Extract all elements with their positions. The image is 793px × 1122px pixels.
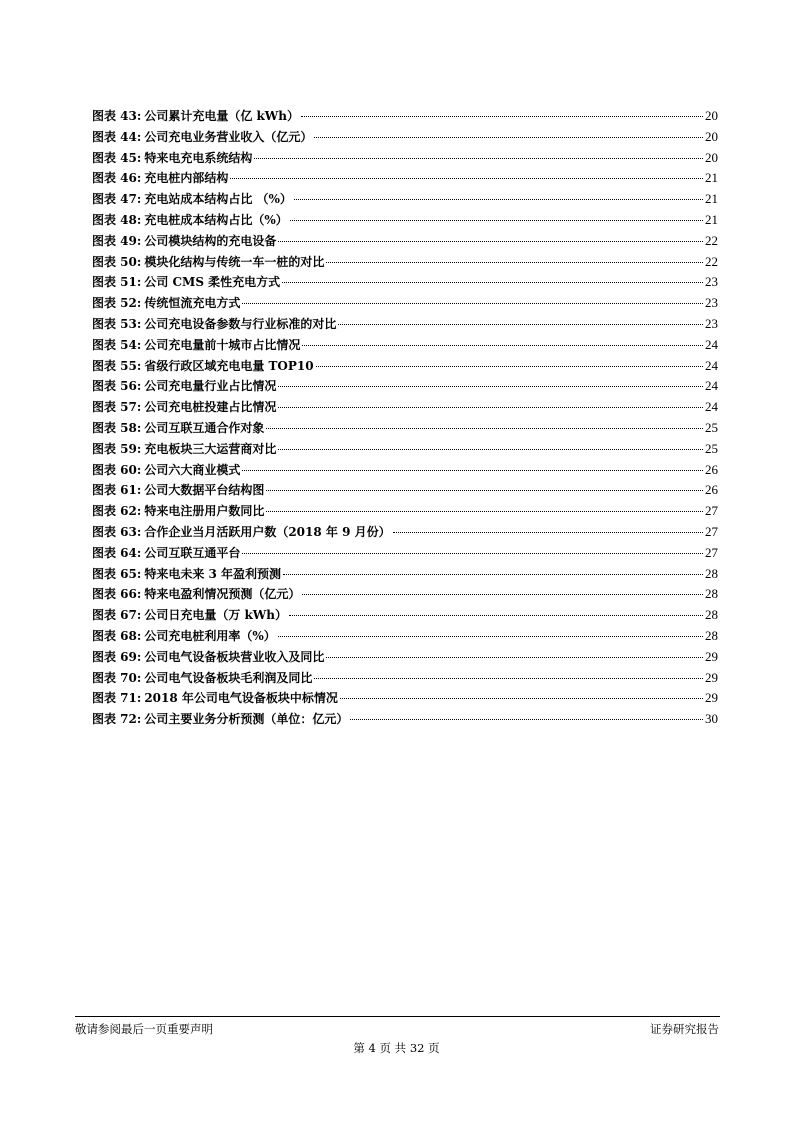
toc-entry-label: 图表 55: bbox=[92, 358, 142, 373]
toc-entry[interactable] bbox=[92, 480, 718, 501]
toc-entry-label: 图表 59: bbox=[92, 441, 142, 456]
toc-entry-page: 26 bbox=[705, 461, 718, 477]
toc-entry[interactable] bbox=[92, 460, 718, 481]
toc-entry-label: 图表 63: bbox=[92, 524, 142, 539]
toc-entry-label: 图表 51: bbox=[92, 275, 142, 290]
toc-entry-page: 23 bbox=[705, 295, 718, 311]
toc-leader-dots bbox=[290, 220, 703, 221]
toc-entry-page: 20 bbox=[705, 149, 718, 165]
toc-entry-page: 28 bbox=[705, 607, 718, 623]
toc-entry[interactable] bbox=[92, 210, 718, 231]
toc-entry-title: 特来电充电系统结构 bbox=[144, 150, 253, 165]
toc-entry[interactable] bbox=[92, 564, 718, 585]
toc-entry-label: 图表 67: bbox=[92, 608, 142, 623]
toc-entry-title: 充电桩内部结构 bbox=[144, 171, 229, 186]
toc-leader-dots bbox=[314, 137, 703, 138]
toc-entry-page: 29 bbox=[705, 690, 718, 706]
toc-entry-page: 28 bbox=[705, 565, 718, 581]
toc-entry-title: 公司充电桩投建占比情况 bbox=[144, 400, 277, 415]
toc-entry-page: 22 bbox=[705, 232, 718, 248]
toc-leader-dots bbox=[314, 678, 703, 679]
toc-entry-label: 图表 64: bbox=[92, 545, 142, 560]
toc-leader-dots bbox=[302, 594, 703, 595]
toc-entry-title: 公司日充电量（万 kWh） bbox=[144, 608, 288, 623]
toc-entry-title: 公司充电业务营业收入（亿元） bbox=[144, 129, 313, 144]
toc-entry-page: 29 bbox=[705, 648, 718, 664]
toc-leader-dots bbox=[301, 116, 703, 117]
toc-leader-dots bbox=[278, 449, 703, 450]
toc-entry-title: 合作企业当月活跃用户数（2018 年 9 月份） bbox=[144, 524, 391, 539]
toc-entry-label: 图表 48: bbox=[92, 212, 142, 227]
toc-leader-dots bbox=[302, 345, 703, 346]
toc-entry-title: 公司六大商业模式 bbox=[144, 462, 241, 477]
toc-entry[interactable] bbox=[92, 605, 718, 626]
toc-leader-dots bbox=[242, 470, 703, 471]
toc-entry-label: 图表 56: bbox=[92, 379, 142, 394]
toc-entry[interactable] bbox=[92, 168, 718, 189]
toc-entry-label: 图表 61: bbox=[92, 483, 142, 498]
toc-entry-label: 图表 72: bbox=[92, 712, 142, 727]
toc-entry-title: 特来电未来 3 年盈利预测 bbox=[144, 566, 282, 581]
toc-leader-dots bbox=[230, 178, 703, 179]
toc-entry-label: 图表 52: bbox=[92, 296, 142, 311]
toc-entry-title: 公司电气设备板块营业收入及同比 bbox=[144, 649, 325, 664]
toc-entry-page: 21 bbox=[705, 170, 718, 186]
toc-entry-title: 公司累计充电量（亿 kWh） bbox=[144, 109, 300, 123]
toc-entry-title: 公司充电设备参数与行业标准的对比 bbox=[144, 316, 337, 331]
toc-entry-label: 图表 66: bbox=[92, 587, 142, 602]
toc-entry-page: 28 bbox=[705, 586, 718, 602]
toc-entry-page: 24 bbox=[705, 336, 718, 352]
toc-entry-title: 公司充电量前十城市占比情况 bbox=[144, 337, 301, 352]
toc-entry-page: 27 bbox=[705, 503, 718, 519]
toc-leader-dots bbox=[254, 158, 703, 159]
toc-leader-dots bbox=[266, 511, 703, 512]
toc-entry[interactable] bbox=[92, 522, 718, 543]
toc-entry-page: 22 bbox=[705, 253, 718, 269]
toc-entry-page: 27 bbox=[705, 544, 718, 560]
footer-disclaimer: 敬请参阅最后一页重要声明 bbox=[75, 1022, 213, 1036]
toc-entry-label: 图表 71: bbox=[92, 691, 142, 706]
toc-entry-label: 图表 70: bbox=[92, 670, 142, 685]
toc-entry-label: 图表 45: bbox=[92, 150, 142, 165]
toc-leader-dots bbox=[282, 282, 703, 283]
toc-entry-label: 图表 65: bbox=[92, 566, 142, 581]
page-number: 第 4 页 共 32 页 bbox=[353, 1041, 440, 1055]
toc-entry[interactable] bbox=[92, 293, 718, 314]
toc-entry-label: 图表 57: bbox=[92, 400, 142, 415]
toc-entry[interactable] bbox=[92, 148, 718, 169]
toc-leader-dots bbox=[278, 407, 703, 408]
toc-leader-dots bbox=[338, 324, 703, 325]
toc-entry-page: 21 bbox=[705, 211, 718, 227]
toc-entry[interactable] bbox=[92, 106, 718, 127]
toc-entry-title: 公司主要业务分析预测（单位：亿元） bbox=[144, 712, 349, 727]
toc-entry-label: 图表 46: bbox=[92, 171, 142, 186]
toc-entry-page: 27 bbox=[705, 523, 718, 539]
toc-entry[interactable] bbox=[92, 668, 718, 689]
toc-entry[interactable] bbox=[92, 335, 718, 356]
toc-leader-dots bbox=[242, 303, 703, 304]
toc-leader-dots bbox=[278, 636, 703, 637]
toc-entry-title: 充电站成本结构占比 （%） bbox=[144, 192, 292, 207]
toc-entry-page: 25 bbox=[705, 440, 718, 456]
toc-leader-dots bbox=[266, 428, 703, 429]
toc-entry-page: 20 bbox=[705, 108, 718, 123]
toc-entry-page: 20 bbox=[705, 128, 718, 144]
toc-entry-title: 特来电注册用户数同比 bbox=[144, 504, 265, 519]
toc-entry-page: 26 bbox=[705, 482, 718, 498]
toc-entry[interactable] bbox=[92, 584, 718, 605]
toc-entry-page: 24 bbox=[705, 399, 718, 415]
toc-entry-title: 公司电气设备板块毛利润及同比 bbox=[144, 670, 313, 685]
toc-entry[interactable] bbox=[92, 439, 718, 460]
toc-entry-page: 30 bbox=[705, 711, 718, 727]
toc-entry[interactable] bbox=[92, 127, 718, 148]
toc-leader-dots bbox=[242, 553, 703, 554]
toc-leader-dots bbox=[289, 615, 703, 616]
toc-entry-title: 充电桩成本结构占比（%） bbox=[144, 212, 288, 227]
toc-entry-label: 图表 60: bbox=[92, 462, 142, 477]
toc-entry[interactable] bbox=[92, 356, 718, 377]
toc-leader-dots bbox=[326, 657, 703, 658]
toc-entry[interactable] bbox=[92, 397, 718, 418]
toc-leader-dots bbox=[283, 574, 703, 575]
toc-leader-dots bbox=[326, 262, 703, 263]
toc-leader-dots bbox=[316, 366, 703, 367]
toc-entry-title: 公司模块结构的充电设备 bbox=[144, 233, 277, 248]
toc-entry[interactable] bbox=[92, 543, 718, 564]
table-of-figures bbox=[92, 106, 718, 730]
toc-entry-title: 公司充电量行业占比情况 bbox=[144, 379, 277, 394]
toc-entry-label: 图表 50: bbox=[92, 254, 142, 269]
toc-entry[interactable] bbox=[92, 314, 718, 335]
toc-entry[interactable] bbox=[92, 647, 718, 668]
toc-entry[interactable] bbox=[92, 709, 718, 730]
toc-entry[interactable] bbox=[92, 376, 718, 397]
toc-entry-title: 公司互联互通合作对象 bbox=[144, 420, 265, 435]
toc-entry-label: 图表 47: bbox=[92, 192, 142, 207]
toc-leader-dots bbox=[278, 241, 703, 242]
toc-entry-title: 传统恒流充电方式 bbox=[144, 296, 241, 311]
toc-entry-page: 25 bbox=[705, 419, 718, 435]
toc-entry-page: 23 bbox=[705, 274, 718, 290]
toc-entry-title: 公司充电桩利用率（%） bbox=[144, 628, 276, 643]
toc-entry[interactable] bbox=[92, 688, 718, 709]
toc-entry-title: 充电板块三大运营商对比 bbox=[144, 441, 277, 456]
toc-entry-title: 公司大数据平台结构图 bbox=[144, 483, 265, 498]
toc-leader-dots bbox=[278, 386, 703, 387]
toc-entry-title: 公司 CMS 柔性充电方式 bbox=[144, 275, 281, 290]
toc-entry-page: 29 bbox=[705, 669, 718, 685]
toc-entry[interactable] bbox=[92, 418, 718, 439]
toc-entry-label: 图表 58: bbox=[92, 420, 142, 435]
toc-entry-label: 图表 68: bbox=[92, 628, 142, 643]
toc-entry-title: 2018 年公司电气设备板块中标情况 bbox=[144, 691, 338, 706]
toc-entry[interactable] bbox=[92, 252, 718, 273]
toc-entry-page: 28 bbox=[705, 627, 718, 643]
toc-entry-page: 24 bbox=[705, 357, 718, 373]
toc-leader-dots bbox=[294, 199, 703, 200]
toc-entry-label: 图表 62: bbox=[92, 504, 142, 519]
toc-entry-title: 公司互联互通平台 bbox=[144, 545, 241, 560]
toc-leader-dots bbox=[340, 698, 703, 699]
toc-entry-page: 21 bbox=[705, 191, 718, 207]
toc-entry[interactable] bbox=[92, 231, 718, 252]
footer-report-type: 证券研究报告 bbox=[650, 1022, 719, 1036]
toc-entry-label: 图表 53: bbox=[92, 316, 142, 331]
toc-entry[interactable] bbox=[92, 626, 718, 647]
toc-entry-label: 图表 44: bbox=[92, 129, 142, 144]
toc-entry-label: 图表 69: bbox=[92, 649, 142, 664]
toc-entry-title: 省级行政区域充电电量 TOP10 bbox=[144, 358, 314, 373]
toc-entry[interactable] bbox=[92, 189, 718, 210]
toc-leader-dots bbox=[393, 532, 703, 533]
toc-entry-label: 图表 54: bbox=[92, 337, 142, 352]
footer-divider bbox=[75, 1016, 720, 1017]
toc-entry-page: 23 bbox=[705, 315, 718, 331]
toc-entry-label: 图表 43: bbox=[92, 109, 142, 123]
toc-leader-dots bbox=[350, 719, 703, 720]
toc-leader-dots bbox=[266, 490, 703, 491]
toc-entry-page: 24 bbox=[705, 378, 718, 394]
toc-entry-label: 图表 49: bbox=[92, 233, 142, 248]
toc-entry[interactable] bbox=[92, 272, 718, 293]
toc-entry[interactable] bbox=[92, 501, 718, 522]
toc-entry-title: 特来电盈利情况预测（亿元） bbox=[144, 587, 301, 602]
toc-entry-title: 模块化结构与传统一车一桩的对比 bbox=[144, 254, 325, 269]
